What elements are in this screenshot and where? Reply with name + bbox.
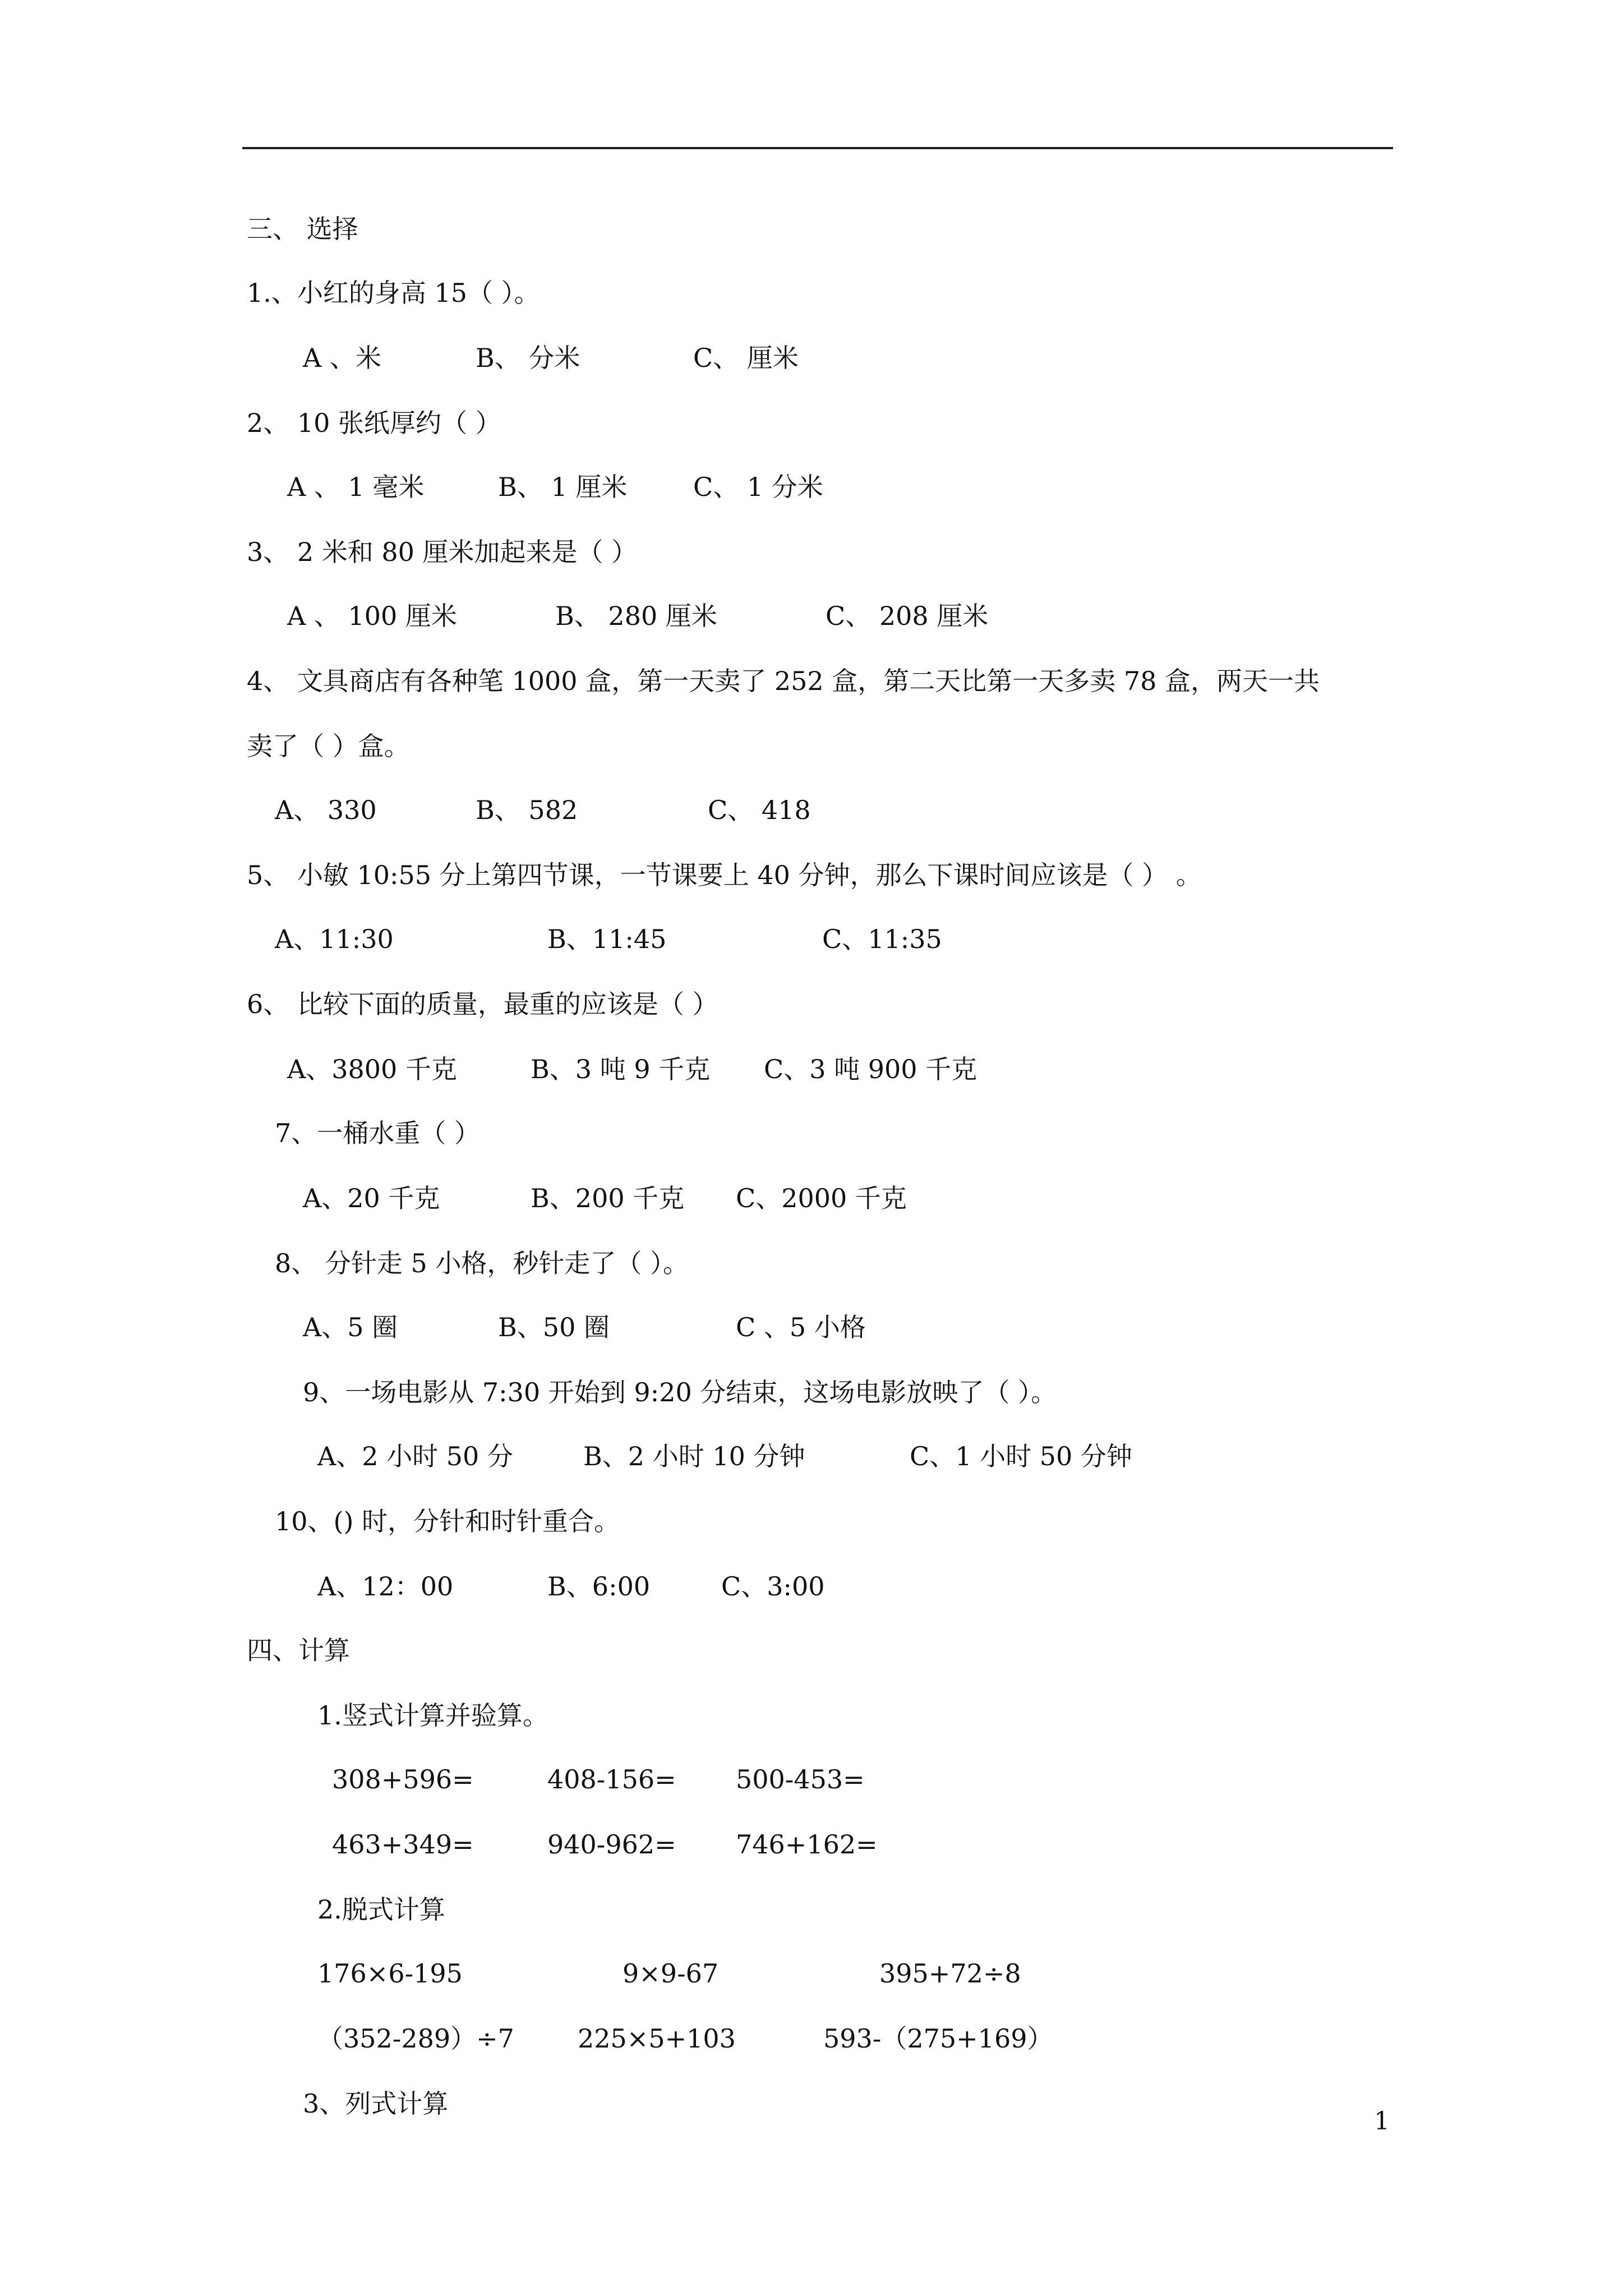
calc-item: 500-453= <box>736 1764 865 1795</box>
q6-option-a: A、3800 千克 <box>287 1054 457 1084</box>
question-3: 3、 2 米和 80 厘米加起来是（ ） <box>247 537 638 567</box>
q8-option-c: C 、5 小格 <box>736 1312 866 1342</box>
q6-option-c: C、3 吨 900 千克 <box>764 1054 978 1084</box>
calc-item: 9×9-67 <box>623 1958 719 1989</box>
calc-item: 176×6-195 <box>317 1958 463 1989</box>
page-number: 1 <box>1374 2107 1390 2136</box>
question-4: 4、 文具商店有各种笔 1000 盒，第一天卖了 252 盒，第二天比第一天多卖 78 盒，两天一共 <box>247 666 1320 696</box>
calc-item: 395+72÷8 <box>879 1958 1021 1989</box>
q4-option-b: B、 582 <box>476 795 578 825</box>
subsection-title: 2.脱式计算 <box>317 1894 445 1925</box>
q2-option-b: B、 1 厘米 <box>498 472 628 502</box>
q8-option-a: A、5 圈 <box>303 1312 398 1342</box>
q3-option-b: B、 280 厘米 <box>555 601 717 631</box>
q7-option-b: B、200 千克 <box>531 1183 685 1213</box>
q10-option-c: C、3:00 <box>721 1571 825 1602</box>
calc-item: 593-（275+169） <box>823 2023 1053 2054</box>
q6-option-b: B、3 吨 9 千克 <box>531 1054 711 1084</box>
q10-option-b: B、6:00 <box>547 1571 651 1602</box>
section-title: 四、计算 <box>247 1635 350 1665</box>
q1-option-b: B、 分米 <box>476 343 580 373</box>
q5-option-b: B、11:45 <box>547 924 667 954</box>
q9-option-c: C、1 小时 50 分钟 <box>910 1441 1132 1471</box>
q1-option-c: C、 厘米 <box>693 343 799 373</box>
q9-option-b: B、2 小时 10 分钟 <box>583 1441 805 1471</box>
question-9: 9、一场电影从 7:30 开始到 9:20 分结束，这场电影放映了（ ）。 <box>303 1377 1057 1407</box>
q8-option-b: B、50 圈 <box>498 1312 610 1342</box>
calc-item: 746+162= <box>736 1829 878 1860</box>
question-6: 6、 比较下面的质量，最重的应该是（ ） <box>247 989 718 1019</box>
q2-option-a: A 、 1 毫米 <box>287 472 425 502</box>
calc-item: （352-289）÷7 <box>317 2023 514 2054</box>
q4-option-c: C、 418 <box>708 795 811 825</box>
question-5: 5、 小敏 10:55 分上第四节课，一节课要上 40 分钟，那么下课时间应该是（ ） 。 <box>247 860 1202 890</box>
q5-option-c: C、11:35 <box>822 924 942 954</box>
calc-item: 940-962= <box>547 1829 676 1860</box>
question-1: 1.、小红的身高 15（ ）。 <box>247 278 540 308</box>
question-8: 8、 分针走 5 小格，秒针走了（ ）。 <box>275 1248 689 1278</box>
q3-option-c: C、 208 厘米 <box>826 601 989 631</box>
q2-option-c: C、 1 分米 <box>693 472 823 502</box>
calc-item: 408-156= <box>547 1764 676 1795</box>
q7-option-c: C、2000 千克 <box>736 1183 907 1213</box>
question-10: 10、() 时，分针和时针重合。 <box>275 1506 620 1536</box>
calc-item: 225×5+103 <box>578 2023 736 2054</box>
q7-option-a: A、20 千克 <box>303 1183 440 1213</box>
q9-option-a: A、2 小时 50 分 <box>317 1441 513 1471</box>
calc-item: 463+349= <box>332 1829 474 1860</box>
question-4-continued: 卖了（ ）盒。 <box>247 731 410 761</box>
q1-option-a: A 、米 <box>303 343 381 373</box>
subsection-title: 1.竖式计算并验算。 <box>317 1700 548 1731</box>
q3-option-a: A 、 100 厘米 <box>287 601 457 631</box>
q10-option-a: A、12：00 <box>317 1571 454 1602</box>
q4-option-a: A、 330 <box>275 795 377 825</box>
question-7: 7、一桶水重（ ） <box>275 1118 480 1148</box>
q5-option-a: A、11:30 <box>275 924 394 954</box>
section-title: 三、 选择 <box>247 214 358 244</box>
calc-item: 308+596= <box>332 1764 474 1795</box>
question-2: 2、 10 张纸厚约（ ） <box>247 408 501 438</box>
header-rule <box>242 147 1393 149</box>
subsection-title: 3、列式计算 <box>303 2088 449 2119</box>
